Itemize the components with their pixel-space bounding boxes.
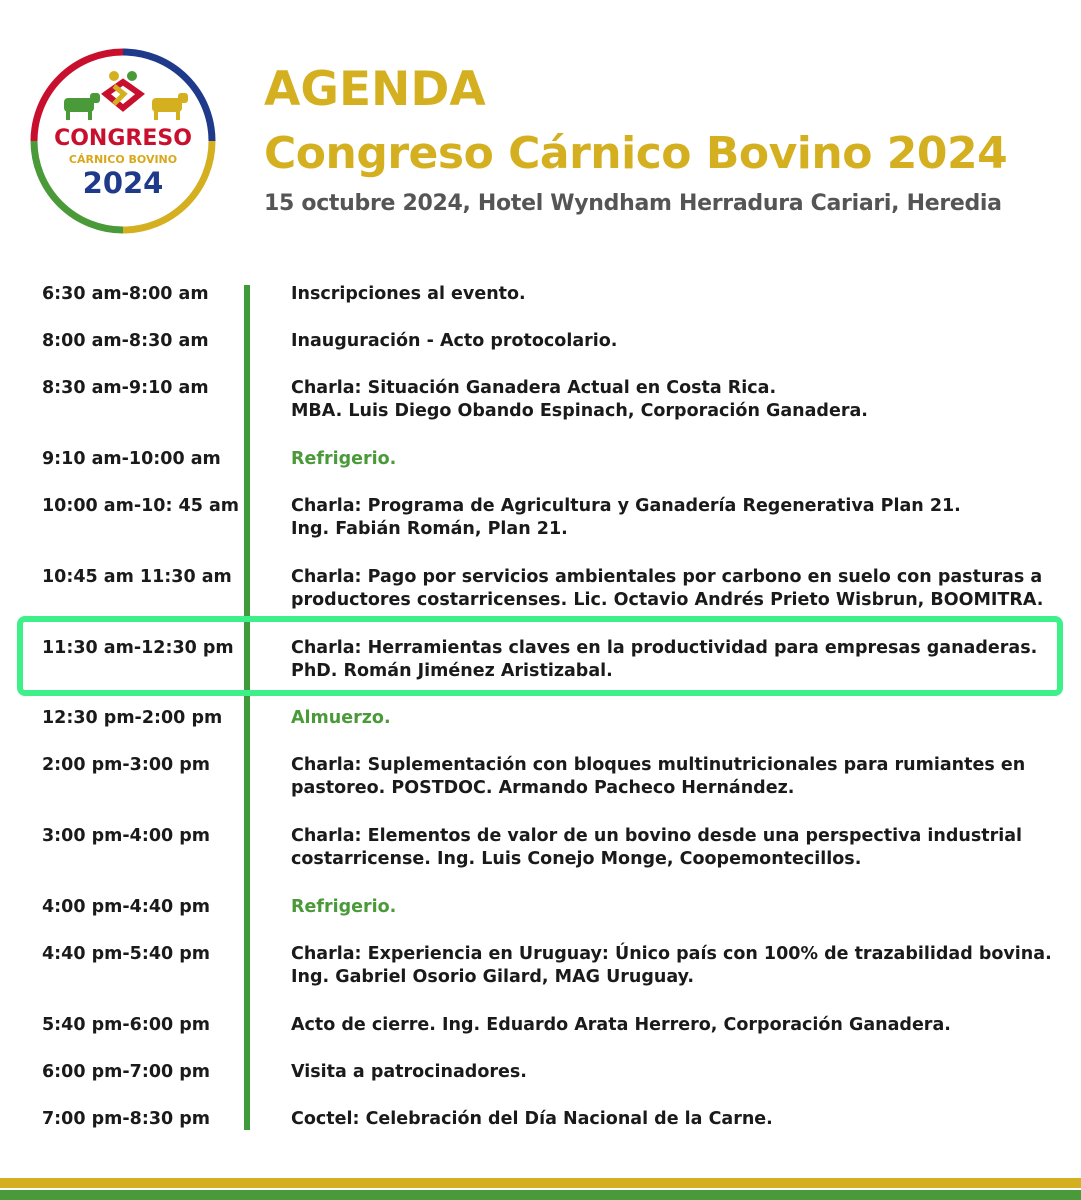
- agenda-time: 3:00 pm-4:00 pm: [42, 826, 211, 846]
- agenda-description-line: Charla: Herramientas claves en la productividad para empresas ganaderas.: [291, 638, 1038, 658]
- agenda-time: 6:30 am-8:00 am: [42, 284, 209, 304]
- agenda-description: [291, 943, 1051, 989]
- agenda-description-line: Ing. Fabián Román, Plan 21.: [291, 519, 568, 539]
- agenda-description: [291, 707, 1051, 730]
- agenda-time: 9:10 am-10:00 am: [42, 449, 221, 469]
- logo-year: 2024: [82, 166, 164, 200]
- agenda-time: 4:40 pm-5:40 pm: [42, 944, 211, 964]
- agenda-description-line: Refrigerio.: [291, 449, 397, 469]
- agenda-time: 10:00 am-10: 45 am: [42, 496, 240, 516]
- agenda-description-line: Acto de cierre. Ing. Eduardo Arata Herrero, Corporación Ganadera.: [291, 1015, 951, 1035]
- agenda-description: [291, 1061, 1051, 1084]
- agenda-description-line: productores costarricenses. Lic. Octavio Andrés Prieto Wisbrun, BOOMITRA.: [291, 590, 1044, 610]
- agenda-description-line: Coctel: Celebración del Día Nacional de la Carne.: [291, 1109, 773, 1129]
- agenda-description-line: Almuerzo.: [291, 708, 391, 728]
- agenda-description-line: Charla: Programa de Agricultura y Ganadería Regenerativa Plan 21.: [291, 496, 961, 516]
- timeline-divider: [244, 285, 250, 1130]
- agenda-description-line: Inscripciones al evento.: [291, 284, 526, 304]
- agenda-description: [291, 825, 1051, 871]
- agenda-description: [291, 754, 1051, 800]
- agenda-description: [291, 1108, 1051, 1131]
- agenda-time: 8:30 am-9:10 am: [42, 378, 209, 398]
- agenda-time: 11:30 am-12:30 pm: [42, 638, 234, 658]
- agenda-description-line: PhD. Román Jiménez Aristizabal.: [291, 661, 613, 681]
- agenda-description-line: Visita a patrocinadores.: [291, 1062, 527, 1082]
- agenda-description-line: Refrigerio.: [291, 897, 397, 917]
- agenda-description-line: Charla: Experiencia en Uruguay: Único país con 100% de trazabilidad bovina.: [291, 944, 1052, 964]
- agenda-description: [291, 448, 1051, 471]
- agenda-description: [291, 1014, 1051, 1037]
- agenda-time: 12:30 pm-2:00 pm: [42, 708, 223, 728]
- agenda-description-line: Charla: Suplementación con bloques multinutricionales para rumiantes en: [291, 755, 1026, 775]
- footer-stripe-gold: [0, 1178, 1081, 1188]
- agenda-description-line: Inauguración - Acto protocolario.: [291, 331, 618, 351]
- agenda-time: 7:00 pm-8:30 pm: [42, 1109, 211, 1129]
- agenda-description-line: pastoreo. POSTDOC. Armando Pacheco Hernández.: [291, 778, 795, 798]
- agenda-description: [291, 566, 1051, 612]
- congress-logo: [28, 46, 218, 236]
- agenda-time: 6:00 pm-7:00 pm: [42, 1062, 211, 1082]
- event-title: Congreso Cárnico Bovino 2024: [264, 128, 1008, 179]
- agenda-description-line: Charla: Elementos de valor de un bovino desde una perspectiva industrial: [291, 826, 1023, 846]
- agenda-time: 2:00 pm-3:00 pm: [42, 755, 211, 775]
- agenda-description-line: Charla: Situación Ganadera Actual en Costa Rica.: [291, 378, 777, 398]
- highlight-box: [17, 616, 1063, 696]
- agenda-time: 8:00 am-8:30 am: [42, 331, 209, 351]
- logo-title: CONGRESO: [54, 126, 192, 151]
- agenda-time: 5:40 pm-6:00 pm: [42, 1015, 211, 1035]
- agenda-description: [291, 330, 1051, 353]
- agenda-description-line: Ing. Gabriel Osorio Gilard, MAG Uruguay.: [291, 967, 695, 987]
- agenda-time: 4:00 pm-4:40 pm: [42, 897, 211, 917]
- agenda-description-line: costarricense. Ing. Luis Conejo Monge, Coopemontecillos.: [291, 849, 862, 869]
- agenda-description: [291, 896, 1051, 919]
- footer-stripe-green: [0, 1190, 1081, 1200]
- agenda-description-line: Charla: Pago por servicios ambientales por carbono en suelo con pasturas a: [291, 567, 1043, 587]
- page-title: AGENDA: [264, 62, 486, 117]
- logo-subtitle: CÁRNICO BOVINO: [68, 153, 178, 166]
- agenda-time: 10:45 am 11:30 am: [42, 567, 232, 587]
- agenda-description: [291, 495, 1051, 541]
- event-date-location: 15 octubre 2024, Hotel Wyndham Herradura Cariari, Heredia: [264, 191, 1002, 216]
- agenda-description-line: MBA. Luis Diego Obando Espinach, Corporación Ganadera.: [291, 401, 868, 421]
- agenda-description: [291, 377, 1051, 423]
- agenda-description: [291, 283, 1051, 306]
